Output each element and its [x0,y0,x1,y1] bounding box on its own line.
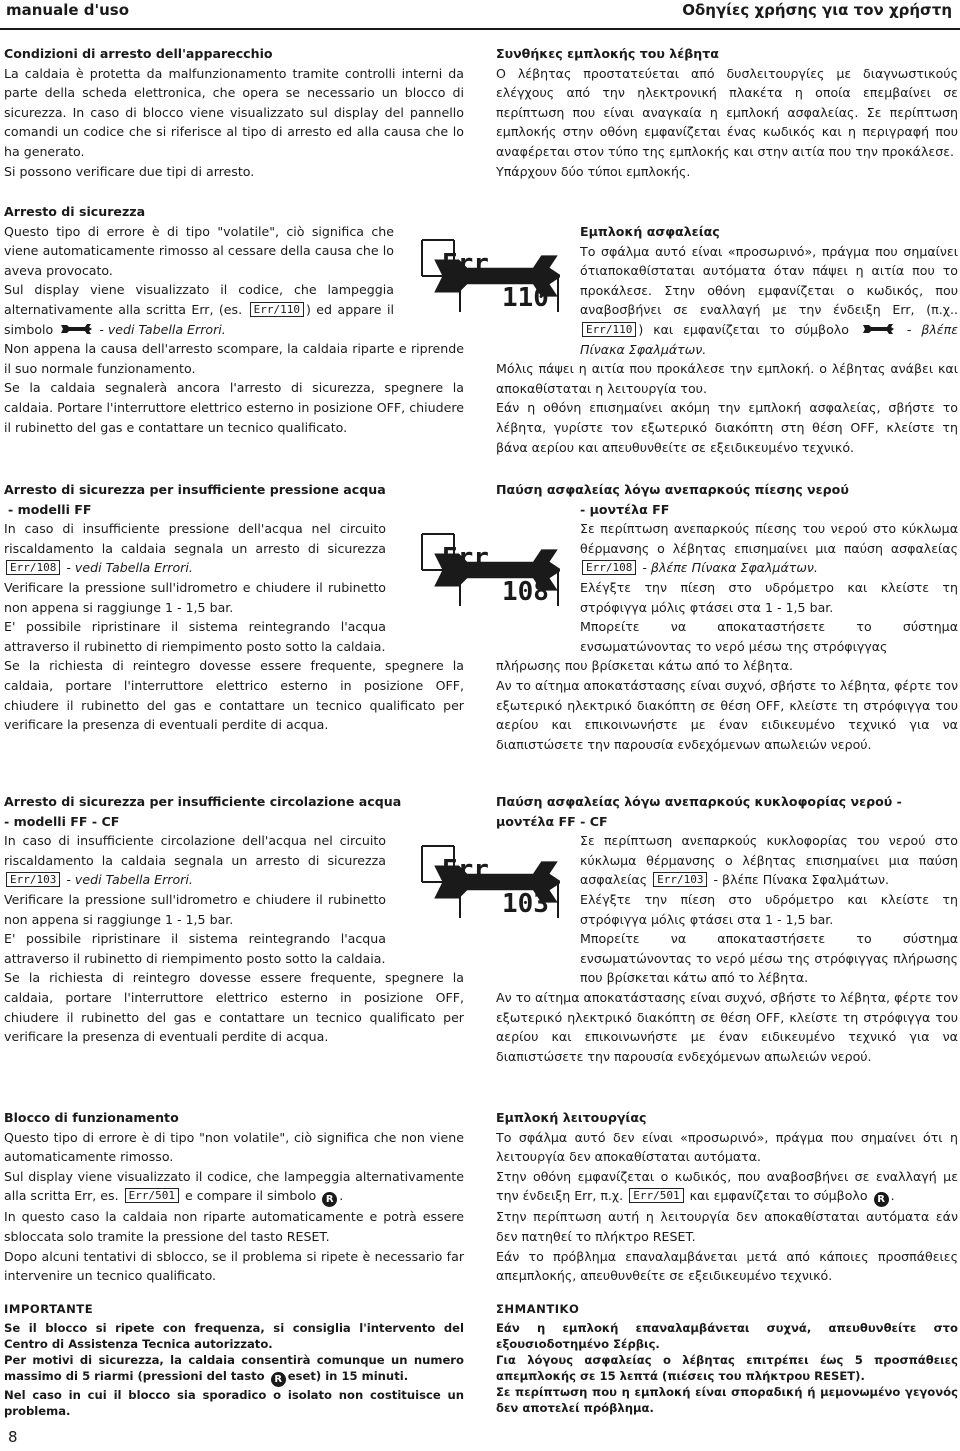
gr-section-conditions [496,44,958,181]
gr-s6-p3: Σε περίπτωση που η εμπλοκή είναι σποραδική ή μεμονωμένο γεγονός δεν αποτελεί πρόβλημα. [496,1384,958,1415]
it-s3-title2: - modelli FF [8,501,92,517]
gr-s4-title1: Παύση ασφαλείας λόγω ανεπαρκούς κυκλοφορίας νερού - [496,794,902,809]
gr-s6-title: ΣΗΜΑΝΤΙΚΟ [496,1302,580,1316]
it-section-lockout: Blocco di funzionamento Questo tipo di errore è di tipo "non volatile", ciò significa che non viene automaticamente rimosso. Sul display viene visualizzato il codice, che lampeggia alternativamente alla scritta Err, es. Err/501 e compare il simbolo R . In questo caso la caldaia non riparte automaticamente e potrà essere sbloccata solo tramite la pressione del tasto RESET. Dopo alcuni tentativi di sblocco, se il problema si ripete è necessario far intervenire un tecnico qualificato. [4,1108,464,1286]
reset-r-icon: R [322,1192,337,1207]
it-s5-p2a: Sul display viene visualizzato il codice, che lampeggia alternativamente alla scritta Err, es. [4,1168,464,1204]
code-err110-gr: Err/110 [582,322,636,337]
it-section-safety-stop [4,202,464,437]
it-section-pressure [4,480,464,735]
it-s6-title: IMPORTANTE [4,1302,94,1316]
it-s4-p4: Se la richiesta di reintegro dovesse essere frequente, spegnere la caldaia, portare l'interruttore elettrico esterno in posizione OFF, chiudere il rubinetto del gas e contattare un tecnico qualificato per verificare la presenza di eventuali perdite di acqua. [4,970,464,1045]
it-s3-p1b: - vedi Tabella Errori. [66,560,193,576]
gr-section-safety-stop [496,222,958,457]
it-s4-p1b: - vedi Tabella Errori. [66,872,193,888]
header-left-title: manuale d'uso [6,1,130,19]
it-s5-p4: Dopo alcuni tentativi di sblocco, se il problema si ripete è necessario far intervenire un tecnico qualificato. [4,1248,464,1284]
it-s3-p4: Se la richiesta di reintegro dovesse essere frequente, spegnere la caldaia, portare l'interruttore elettrico esterno in posizione OFF, chiudere il rubinetto del gas e contattare un tecnico qualificato per verificare la presenza di eventuali perdite di acqua. [4,658,464,733]
gr-s1-p1: Ο λέβητας προστατεύεται από δυσλειτουργίες με διαγνωστικούς ελέγχους από την ηλεκτρονική πλακέτα η οποία επεμβαίνει σε περίπτωση που είναι αναγκαία η εμπλοκή ασφαλείας. Σε περίπτωση εμπλοκής στην οθόνη εμφανίζεται ένας κωδικός και η περιγραφή που αναφέρεται στον τύπο της εμπλοκής και στην αιτία που την προκάλεσε. [496,65,958,159]
gr-s2-p1b: ) και εμφανίζεται το σύμβολο [638,321,849,337]
gr-s5-p4: Εάν το πρόβλημα επαναλαμβάνεται μετά από κάποιες προσπάθειες απεμπλοκής, απευθυνθείτε σε εξειδικευμένο τεχνικό. [496,1248,958,1284]
code-err501-gr: Err/501 [629,1188,683,1203]
wrench-icon [59,322,93,336]
lcd2-bottom: 108 [502,577,549,606]
gr-s3-p3a: Μπορείτε να αποκαταστήσετε το σύστημα ενσωματώνοντας το νερό μέσω της στρόφιγγας [580,619,958,654]
it-s5-p1: Questo tipo di errore è di tipo "non volatile", ciò significa che non viene automaticamente rimosso. [4,1129,464,1165]
it-s2-title: Arresto di sicurezza [4,204,146,219]
header-right-title: Οδηγίες χρήσης για τον χρήστη [682,1,952,19]
gr-s6-p2: Για λόγους ασφαλείας ο λέβητας επιτρέπει έως 5 προσπάθειες απεμπλοκής σε 15 λεπτά (πιέσεις του πλήκτρου RESET). [496,1352,958,1383]
gr-s4-p1a: Σε περίπτωση ανεπαρκούς κυκλοφορίας του νερού στο κύκλωμα θέρμανσης ο λέβητας επισημαίνει μια παύση ασφαλείας [580,833,958,888]
it-section-important [4,1300,464,1419]
gr-s3-p1b: - βλέπε Πίνακα Σφαλμάτων. [642,560,818,576]
gr-s2-p2: Μόλις πάψει η αιτία που προκάλεσε την εμπλοκή. ο λέβητας ανάβει και αποκαθίσταται η λειτουργία του. [496,361,958,396]
it-s2-p4: Se la caldaia segnalerà ancora l'arresto di sicurezza, spegnere la caldaia. Portare l'interruttore elettrico esterno in posizione OFF, chiudere il rubinetto del gas e contattare un tecnico qualificato. [4,380,464,435]
gr-s4-p2: Ελέγξτε την πίεση στο υδρόμετρο και κλείστε τη στρόφιγγα μόλις φτάσει στα 1 - 1,5 bar. [580,891,958,927]
it-s3-title1: Arresto di sicurezza per insufficiente pressione acqua [4,482,386,497]
gr-s1-p2: Υπάρχουν δύο τύποι εμπλοκής. [496,163,691,179]
lcd3-top: Err [442,855,489,885]
it-s3-p3: E' possibile ripristinare il sistema reintegrando l'acqua attraverso il rubinetto di riempimento posto sotto la caldaia. [4,619,386,654]
wrench-icon [861,322,895,336]
gr-s3-p4: Αν το αίτημα αποκατάστασης είναι συχνό, σβήστε το λέβητα, φέρτε τον εξωτερικό ηλεκτρικό διακόπτη σε θέση OFF, κλείστε τη στρόφιγγα του αερίου και επικοινωνήστε με έναν ειδικευμένο τεχνικό για να διαπιστώσετε την παρουσία ενδεχόμενων απωλειών νερού. [496,677,958,752]
code-err108: Err/108 [6,560,60,575]
it-s4-p1a: In caso di insufficiente circolazione dell'acqua nel circuito riscaldamento la caldaia segnala un arresto di sicurezza [4,833,386,868]
it-s6-p2b: eset) in 15 minuti. [287,1368,409,1383]
gr-s2-title: Εμπλοκή ασφαλείας [580,224,720,239]
header-rule [0,28,960,30]
it-s5-p2b: e compare il simbolo [185,1188,317,1204]
gr-s4-title2: μοντέλα FF - CF [496,813,608,829]
gr-s4-p1b: - βλέπε Πίνακα Σφαλμάτων. [713,872,890,888]
lcd1-top: Err [442,249,489,279]
gr-section-pressure [496,480,958,754]
gr-s2-p1: Το σφάλμα αυτό είναι «προσωρινό», πράγμα που σημαίνει ότιαποκαθίσταται αυτόματα όταν πάψει η αιτία που το προκάλεσε. Στην οθόνη εμφανίζεται ο κωδικός, που αναβοσβήνει σε εναλλαγή με την ένδειξη Err, (π.χ.. [580,243,958,318]
gr-s6-p1: Εάν η εμπλοκή επαναλαμβάνεται συχνά, απευθυνθείτε στο εξουσιοδοτημένο Σέρβις. [496,1320,958,1351]
gr-s3-p1a: Σε περίπτωση ανεπαρκούς πίεσης του νερού στο κύκλωμα θέρμανσης ο λέβητας επισημαίνει μια παύση ασφαλείας [580,521,958,556]
gr-s3-title1: Παύση ασφαλείας λόγω ανεπαρκούς πίεσης νερού [496,482,849,497]
gr-section-circulation [496,792,958,1066]
gr-s5-p3: Στην περίπτωση αυτή η λειτουργία δεν αποκαθίσταται αυτόματα εάν δεν πατηθεί το πλήκτρο RESET. [496,1209,958,1244]
gr-s5-p2b: και εμφανίζεται το σύμβολο [689,1188,868,1204]
gr-s4-p4: Αν το αίτημα αποκατάστασης είναι συχνό, σβήστε το λέβητα, φέρτε τον εξωτερικό ηλεκτρικό διακόπτη σε θέση OFF, κλείστε τη στρόφιγγα του αερίου και επικοινωνήστε με έναν ειδικευμένο τεχνικό για να διαπιστώσετε την παρουσία ενδεχόμενων απωλειών νερού. [496,989,958,1064]
it-s2-p2b: ) ed appare il simbolo [4,301,394,337]
it-s6-p3: Nel caso in cui il blocco sia sporadico o isolato non costituisce un problema. [4,1387,464,1418]
lcd2-top: Err [442,543,489,573]
gr-s2-p3: Εάν η οθόνη επισημαίνει ακόμη την εμπλοκή ασφαλείας, σβήστε το λέβητα, γυρίστε τον εξωτερικό διακόπτη στη θέση OFF, κλείστε τη βάνα αερίου και απευθυνθείτε σε εξειδικευμένο τεχνικό. [496,400,958,455]
it-s1-p2: Si possono verificare due tipi di arresto. [4,163,255,179]
it-s6-p2a: Per motivi di sicurezza, la caldaia consentirà comunque un numero massimo di 5 riarmi (pressioni del tasto [4,1352,464,1383]
it-section-circulation [4,792,464,1047]
code-err501: Err/501 [125,1188,179,1203]
reset-r-icon: R [271,1372,286,1387]
it-s2-p2c: - vedi Tabella Errori. [99,321,226,337]
gr-section-important [496,1300,958,1416]
it-s2-p3: Non appena la causa dell'arresto scompare, la caldaia riparte e riprende il suo normale funzionamento. [4,341,464,376]
gr-s2-p1c: - βλέπε Πίνακα Σφαλμάτων. [580,321,958,357]
it-s2-p1: Questo tipo di errore è di tipo "volatile", ciò significa che viene automaticamente rimosso al cessare della causa che lo aveva provocato. [4,223,394,278]
page-header [0,0,960,30]
it-s4-p3: E' possibile ripristinare il sistema reintegrando l'acqua attraverso il rubinetto di riempimento posto sotto la caldaia. [4,931,386,966]
gr-section-lockout: Εμπλοκή λειτουργίας Το σφάλμα αυτό δεν είναι «προσωρινό», πράγμα που σημαίνει ότι η λειτουργία δεν αποκαθίσταται αυτόματα. Στην οθόνη εμφανίζεται ο κωδικός, που αναβοσβήνει σε εναλλαγή με την ένδειξη Err, π.χ. Err/501 και εμφανίζεται το σύμβολο R . Στην περίπτωση αυτή η λειτουργία δεν αποκαθίσταται αυτόματα εάν δεν πατηθεί το πλήκτρο RESET. Εάν το πρόβλημα επαναλαμβάνεται μετά από κάποιες προσπάθειες απεμπλοκής, απευθυνθείτε σε εξειδικευμένο τεχνικό. [496,1108,958,1286]
lcd3-bottom: 103 [502,889,549,918]
it-section-conditions [4,44,464,181]
it-s1-title: Condizioni di arresto dell'apparecchio [4,46,273,61]
gr-s1-title: Συνθήκες εμπλοκής του λέβητα [496,46,719,61]
lcd1-bottom: 110 [502,283,549,312]
it-s3-p1a: In caso di insufficiente pressione dell'acqua nel circuito riscaldamento la caldaia segnala un arresto di sicurezza [4,521,386,556]
it-s3-p2: Verificare la pressione sull'idrometro e chiudere il rubinetto non appena si raggiunge 1 - 1,5 bar. [4,579,386,615]
it-s4-title1: Arresto di sicurezza per insufficiente circolazione acqua [4,794,402,809]
it-s4-p2: Verificare la pressione sull'idrometro e chiudere il rubinetto non appena si raggiunge 1 - 1,5 bar. [4,891,386,927]
code-err108-gr: Err/108 [582,560,636,575]
gr-s4-p3: Μπορείτε να αποκαταστήσετε το σύστημα ενσωματώνοντας το νερό μέσω της στρόφιγγας πλήρωσης που βρίσκεται κάτω από το λέβητα. [580,931,958,986]
it-s4-title2: - modelli FF - CF [4,813,120,829]
it-s2-p2a: Sul display viene visualizzato il codice, che lampeggia alternativamente alla scritta Err, (es. [4,282,394,317]
gr-s5-p2a: Στην οθόνη εμφανίζεται ο κωδικός, που αναβοσβήνει σε εναλλαγή με την ένδειξη Err, π.χ. [496,1168,958,1204]
gr-s5-p1: Το σφάλμα αυτό δεν είναι «προσωρινό», πράγμα που σημαίνει ότι η λειτουργία δεν αποκαθίσταται αυτόματα. [496,1129,958,1165]
it-s6-p1: Se il blocco si ripete con frequenza, si consiglia l'intervento del Centro di Assistenza Tecnica autorizzato. [4,1320,464,1351]
page-number: 8 [8,1428,18,1446]
gr-s3-p3b: πλήρωσης που βρίσκεται κάτω από το λέβητα. [496,658,794,674]
code-err110: Err/110 [250,302,304,317]
gr-s3-title2: - μοντέλα FF [580,501,670,517]
code-err103: Err/103 [6,872,60,887]
gr-s3-p2: Ελέγξτε την πίεση στο υδρόμετρο και κλείστε τη στρόφιγγα μόλις φτάσει στα 1 - 1,5 bar. [580,579,958,615]
gr-s5-title: Εμπλοκή λειτουργίας [496,1110,647,1125]
it-s5-p3: In questo caso la caldaia non riparte automaticamente e potrà essere sbloccata solo tramite la pressione del tasto RESET. [4,1209,464,1244]
it-s5-title: Blocco di funzionamento [4,1110,179,1125]
it-s1-p1: La caldaia è protetta da malfunzionamento tramite controlli interni da parte della scheda elettronica, che opera se necessario un blocco di sicurezza. In caso di blocco viene visualizzato sul display del pannello comandi un codice che si riferisce al tipo di arresto ed alla causa che lo ha generato. [4,65,464,159]
code-err103-gr: Err/103 [653,872,707,887]
reset-r-icon: R [874,1192,889,1207]
